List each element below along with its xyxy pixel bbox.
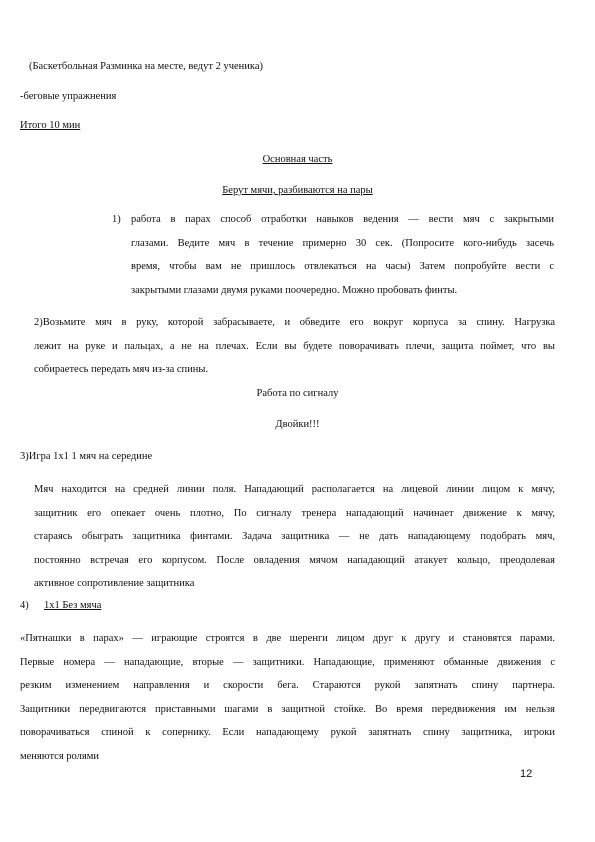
running-exercises-line: -беговые упражнения — [20, 91, 117, 102]
paragraph-line: работа в парах способ отработки навыков ведения — вести мяч с закрытыми — [131, 214, 554, 225]
signal-work-heading: Работа по сигналу — [256, 388, 339, 399]
item1-paragraph — [131, 208, 554, 302]
page-number: 12 — [520, 768, 533, 780]
paragraph-line: поворачиваться спиной к сопернику. Если нападающему рукой запятнать спину защитника, игроки — [20, 727, 555, 738]
paragraph-line: резким изменением направления и скорости бега. Стараются рукой запятнать спину партнера. — [20, 680, 555, 691]
paragraph-line: глазами. Ведите мяч в течение примерно 30 сек. (Попросите кого-нибудь засечь — [131, 237, 554, 249]
pairs-heading: Двойки!!! — [275, 419, 320, 430]
paragraph-line: активное сопротивление защитника — [34, 578, 195, 589]
paragraph-line: Защитники передвигаются приставными шагами в защитной стойке. Во время передвижения им нельзя — [20, 703, 555, 715]
balls-pairs-heading: Берут мячи, разбиваются на пары — [222, 185, 373, 196]
item4-number: 4) — [20, 600, 29, 611]
paragraph-line: лежит на руке и пальцах, а не на плечах. Если вы будете поворачивать плечи, защита поймет, что вы — [34, 340, 555, 352]
item3-paragraph — [34, 478, 555, 596]
item4-title: 1х1 Без мяча — [44, 600, 102, 611]
item4-paragraph — [20, 627, 555, 768]
item3-title: 3)Игра 1х1 1 мяч на середине — [20, 451, 153, 462]
paragraph-line: Первые номера — нападающие, вторые — защитники. Нападающие, применяют обманные движения с — [20, 656, 555, 668]
paragraph-line: меняются ролями — [20, 750, 99, 762]
paragraph-line: закрытыми глазами двумя руками поочередно. Можно пробовать финты. — [131, 284, 458, 296]
main-part-heading: Основная часть — [262, 154, 333, 165]
warmup-line: (Баскетбольная Разминка на месте, ведут 2 ученика) — [29, 61, 264, 72]
total-time-line: Итого 10 мин — [20, 120, 81, 131]
paragraph-line: собираетесь передать мяч из-за спины. — [34, 364, 209, 375]
item2-paragraph — [34, 311, 555, 382]
paragraph-line: время, чтобы вам не пришлось отвлекаться на часы) Затем попробуйте вести с — [131, 261, 554, 272]
paragraph-line: Мяч находится на средней линии поля. Нападающий располагается на лицевой линии лицом к мячу, — [34, 484, 555, 495]
paragraph-line: стараясь обыграть защитника финтами. Задача защитника — не дать нападающему подобрать мяч, — [34, 531, 555, 542]
paragraph-line: «Пятнашки в парах» — играющие строятся в две шеренги лицом друг к другу и становятся парами. — [20, 633, 555, 644]
item1-number: 1) — [112, 214, 121, 225]
paragraph-line: защитник его опекает очень плотно, По сигналу тренера нападающий начинает движение к мячу, — [34, 507, 555, 519]
paragraph-line: 2)Возьмите мяч в руку, которой забрасываете, и обведите его вокруг корпуса за спину. Нагрузка — [34, 317, 555, 328]
paragraph-line: постоянно встречая его корпусом. После овладения мячом нападающий атакует кольцо, преодолевая — [34, 554, 555, 566]
